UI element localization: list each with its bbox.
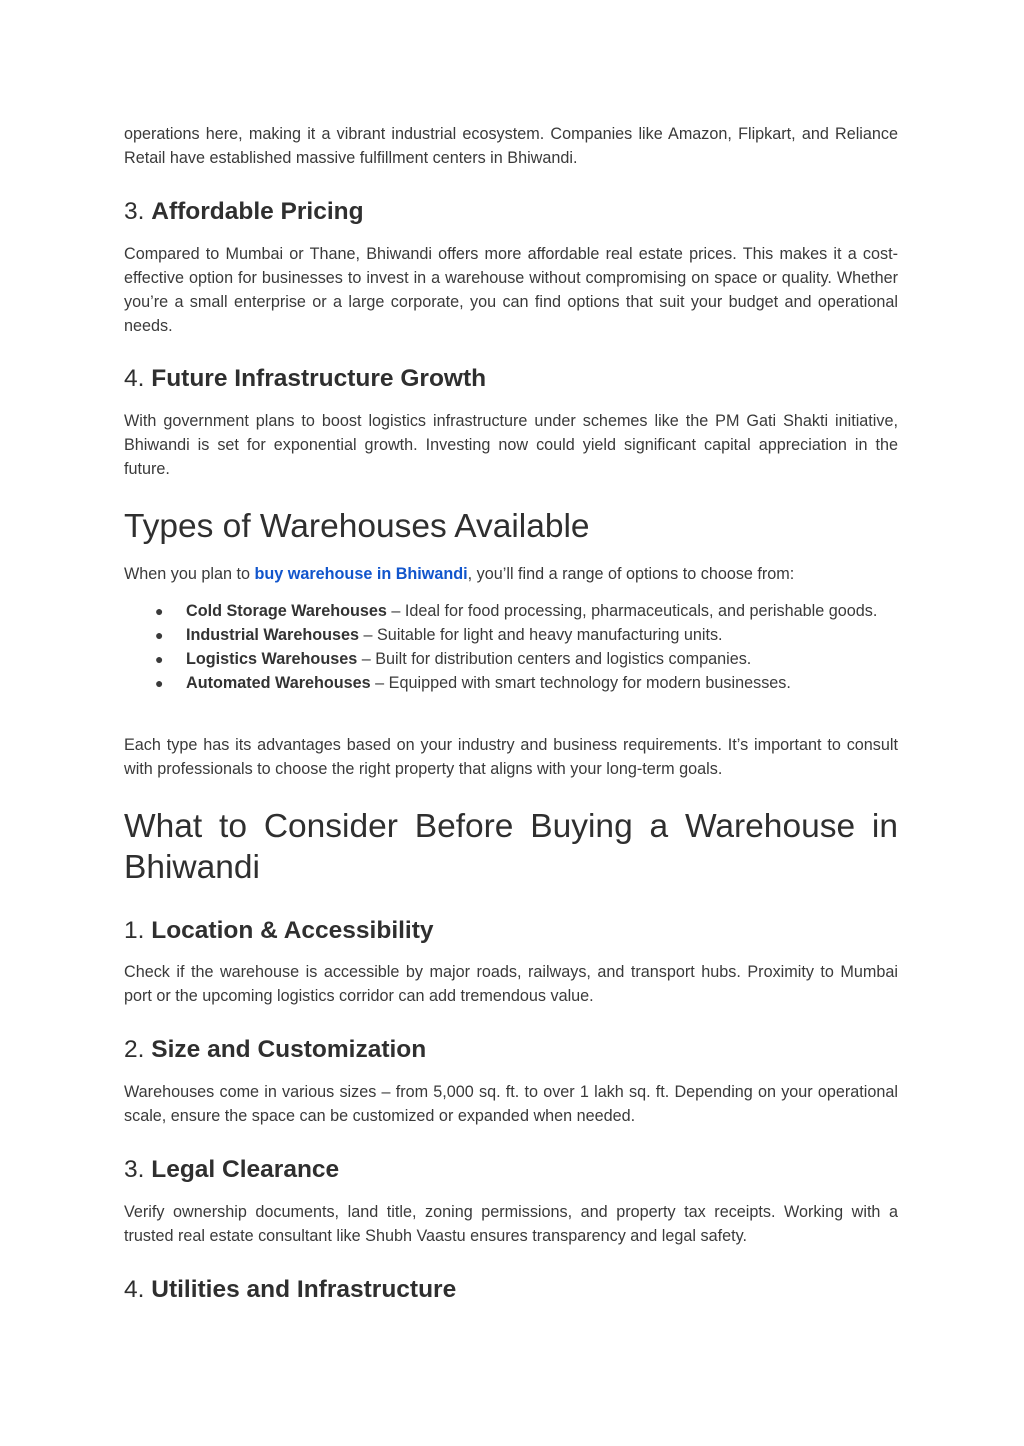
- types-intro-text-after: , you’ll find a range of options to choose from:: [467, 565, 795, 583]
- bullet-icon: ●: [155, 675, 164, 691]
- list-item-title: Automated Warehouses: [186, 674, 371, 692]
- heading-number: 4.: [124, 1276, 145, 1303]
- legal-clearance-paragraph: Verify ownership documents, land title, zoning permissions, and property tax receipts. Working with a trusted real estate consultant like Shubh Vaastu ensures transparency and legal safety.: [124, 1203, 898, 1245]
- heading-title: Future Infrastructure Growth: [151, 365, 487, 392]
- list-item: [124, 671, 898, 695]
- heading-title: Location & Accessibility: [151, 917, 434, 944]
- heading-size-customization: [124, 1035, 426, 1065]
- heading-affordable-pricing: [124, 197, 364, 227]
- heading-utilities-infrastructure: [124, 1275, 456, 1305]
- list-item: [124, 623, 898, 647]
- heading-location-accessibility: [124, 916, 434, 946]
- buy-warehouse-link[interactable]: buy warehouse in Bhiwandi: [254, 565, 468, 583]
- types-closing-paragraph: Each type has its advantages based on your industry and business requirements. It’s important to consult with professionals to choose the right property that aligns with your long-term goals.: [124, 736, 898, 778]
- types-intro-text: When you plan to: [124, 565, 255, 583]
- heading-number: 3.: [124, 198, 145, 225]
- types-intro-paragraph: [124, 562, 898, 586]
- affordable-pricing-paragraph: Compared to Mumbai or Thane, Bhiwandi offers more affordable real estate prices. This makes it a cost-effective option for businesses to invest in a warehouse without compromising on space or quality. Whether you’re a small enterprise or a large corporate, you can find options that suit your budget and operational needs.: [124, 245, 898, 335]
- list-item-desc: – Suitable for light and heavy manufacturing units.: [359, 626, 723, 644]
- bullet-icon: ●: [155, 627, 164, 643]
- heading-future-infrastructure: [124, 364, 486, 394]
- list-item-desc: – Ideal for food processing, pharmaceuticals, and perishable goods.: [386, 602, 878, 620]
- heading-title: Utilities and Infrastructure: [151, 1276, 457, 1303]
- warehouse-types-list: [124, 599, 898, 695]
- heading-title: Affordable Pricing: [151, 198, 364, 225]
- location-accessibility-paragraph: Check if the warehouse is accessible by major roads, railways, and transport hubs. Proximity to Mumbai port or the upcoming logistics corridor can add tremendous value.: [124, 963, 898, 1005]
- heading-types-of-warehouses: Types of Warehouses Available: [124, 508, 590, 545]
- list-item: [124, 599, 898, 623]
- size-customization-paragraph: Warehouses come in various sizes – from 5,000 sq. ft. to over 1 lakh sq. ft. Depending on your operational scale, ensure the space can be customized or expanded when needed.: [124, 1083, 898, 1125]
- list-item-title: Cold Storage Warehouses: [186, 602, 387, 620]
- heading-title: Size and Customization: [151, 1036, 427, 1063]
- future-infrastructure-paragraph: With government plans to boost logistics infrastructure under schemes like the PM Gati Shakti initiative, Bhiwandi is set for exponential growth. Investing now could yield significant capital appreciation in the future.: [124, 412, 898, 478]
- intro-paragraph: operations here, making it a vibrant industrial ecosystem. Companies like Amazon, Flipkart, and Reliance Retail have established massive fulfillment centers in Bhiwandi.: [124, 125, 898, 167]
- heading-what-to-consider: What to Consider Before Buying a Warehouse in Bhiwandi: [124, 808, 898, 886]
- heading-number: 4.: [124, 365, 145, 392]
- heading-title: Legal Clearance: [151, 1156, 340, 1183]
- list-item-desc: – Built for distribution centers and logistics companies.: [357, 650, 752, 668]
- list-item-title: Industrial Warehouses: [186, 626, 360, 644]
- heading-legal-clearance: [124, 1155, 339, 1185]
- list-item-title: Logistics Warehouses: [186, 650, 358, 668]
- heading-number: 2.: [124, 1036, 145, 1063]
- bullet-icon: ●: [155, 651, 164, 667]
- heading-number: 3.: [124, 1156, 145, 1183]
- list-item: [124, 647, 898, 671]
- heading-number: 1.: [124, 917, 145, 944]
- list-item-desc: – Equipped with smart technology for modern businesses.: [370, 674, 791, 692]
- bullet-icon: ●: [155, 603, 164, 619]
